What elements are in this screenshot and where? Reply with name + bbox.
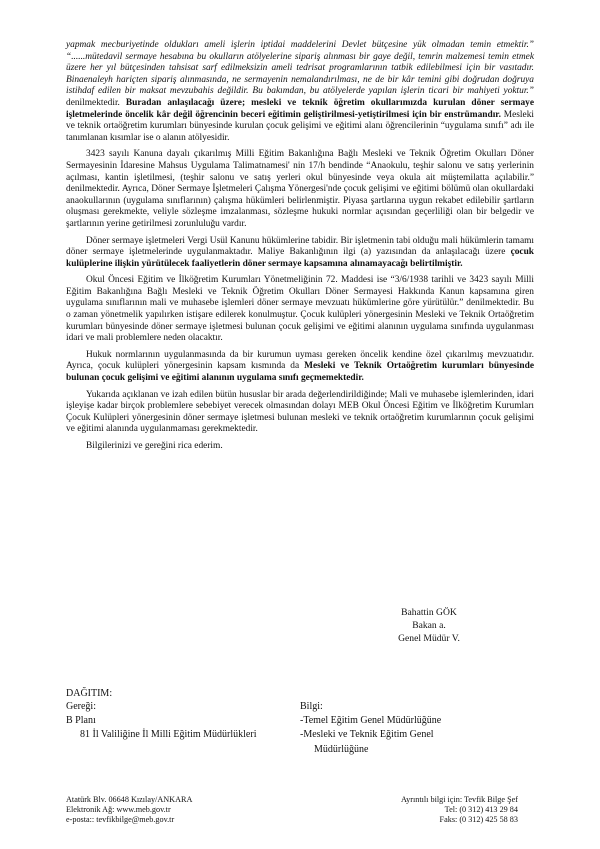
footer-web: Elektronik Ağ: www.meb.gov.tr — [66, 805, 171, 815]
footer-fax: Faks: (0 312) 425 58 83 — [439, 815, 518, 825]
paragraph-5 — [66, 350, 534, 385]
letter-body — [66, 40, 534, 458]
footer-street: Atatürk Blv. 06648 Kızılay/ANKARA — [66, 795, 193, 804]
bilgi-label: Bilgi: — [300, 701, 323, 712]
footer-address — [66, 795, 192, 826]
footer-phone: Tel: (0 312) 413 29 84 — [444, 805, 518, 815]
signatory-name: Bahattin GÖK — [401, 607, 457, 618]
signatory-authority: Bakan a. — [412, 620, 446, 631]
emphasis-text: Buradan anlaşılacağı üzere; mesleki ve teknik öğretim okullarımızda kurulan döner sermaye işletmelerinde öncelik kâr değil öğrencinin beceri eğitimin geliştirilmesi-yetiştirilmesi için bir enstrümandır. — [66, 97, 534, 120]
emphasis-text: çocuk kulüplerine ilişkin yürütülecek faaliyetlerin döner sermaye kapsamına alınamayacağı belirtilmiştir. — [66, 247, 534, 269]
signatory-title: Genel Müdür V. — [398, 633, 460, 644]
gereg-label: Gereği: — [66, 701, 96, 712]
paragraph-text: Hukuk normlarının uygulanmasında da bir kurumun uyması gereken öncelik kendine özel çıkarılmış mevzuatıdır. Ayrıca, çocuk kulüpleri yönergesinin kapsam kısmında da — [66, 349, 534, 372]
footer-email: e-posta:: tevfikbilge@meb.gov.tr — [66, 815, 175, 825]
footer-contact-person: Ayrıntılı bilgi için: Tevfik Bilge Şef — [400, 795, 518, 804]
footer-contact — [360, 795, 518, 826]
distribution-title: DAĞITIM: — [66, 688, 113, 699]
quoted-text: yapmak mecburiyetinde oldukları ameli işlerin iptidai maddelerini Devlet bütçesine yük olmadan temin etmektir.” “......mütedavil sermaye hesabına bu okulların atölyelerine sipariş alınması bir gaye değil, temrin malzemesi temin etmek üzere her yıl bütçesinden tahsisat sarf edilmeksizin ameli tedrisat programlarının tatbik edilebilmesi için bir vasıtadır. Binaenaleyh hariçten sipariş alınmasında, ne sermayenin nemalandırılması, ne de bir kâr temini gibi doğrudan doğruya istihdaf edilen bir maksat mevzubahis değildir. Bu bakımdan, bu atölyelerde yapılan işlerin ticari bir mahiyeti yoktur.” — [66, 40, 534, 97]
gereg-item: B Planı — [66, 715, 96, 727]
distribution-bilgi — [300, 700, 441, 757]
paragraph-text: Mesleki ve teknik ortaöğretim kurumları bünyesinde kurulan çocuk gelişimi ve eğitimi alanı öğrencilerinin “uygulama sınıfı” adı ile tanımlanan kısımlar ise o alanın atölyesidir. — [66, 109, 534, 143]
gereg-item: 81 İl Valiliğine İl Milli Eğitim Müdürlükleri — [80, 729, 257, 741]
paragraph-3 — [66, 236, 534, 271]
closing-line: Bilgilerinizi ve gereğini rica ederim. — [86, 441, 223, 451]
paragraph-1 — [66, 40, 534, 144]
signature-block — [374, 606, 484, 645]
distribution-gereg — [66, 700, 256, 743]
paragraph-6: Yukarıda açıklanan ve izah edilen bütün hususlar bir arada değerlendirildiğinde; Mali ve muhasebe işlemlerinden, idari işleyişe kadar birçok problemlere sebebiyet verecek olmasından dolayı MEB Okul Öncesi Eğitim ve İlköğretim Kurumları Çocuk Kulüpleri yönergesinin döner sermaye işletmesi bulunan mesleki ve teknik ortaöğretim kurumlarının çocuk gelişimi ve eğitimi alanında uygulanmaması gerekmektedir. — [66, 389, 534, 435]
paragraph-2: 3423 sayılı Kanuna dayalı çıkarılmış Milli Eğitim Bakanlığına Bağlı Mesleki ve Teknik Öğretim Okulları Döner Sermayesinin İdaresine Mahsus Uygulama Talimatnamesi' nin 17/h bendinde “Anaokulu, teşhir salonu ve satış yerlerinin açılması, kantin işletilmesi, (teşhir salonu ve satış yerleri okul bünyesinde veya okula ait müştemilatta açılabilir.” denilmektedir. Ayrıca, Döner Sermaye İşletmeleri Çalışma Yönergesi'nde çocuk gelişimi ve eğitimi bölümü olan okullardaki anaokullarının (uygulama sınıflarının) çalışma hükümleri belirlenmiştir. Piyasa şartlarına uygun rekabet edilebilir şartların oluşması gerekmekte, veliyle sözleşme imzalanması, sözleşme hukuki normlar açısından geçerliliği olan bir belgedir ve şartlarının yerine getirilmesi zorunluluğu vardır. — [66, 149, 534, 229]
paragraph-4: Okul Öncesi Eğitim ve İlköğretim Kurumları Yönetmeliğinin 72. Maddesi ise “3/6/1938 tarihli ve 3423 sayılı Milli Eğitim Bakanlığına Bağlı Mesleki ve Teknik Öğretim Okulları Döner Sermayesi Hakkında Kanun kapsamına giren uygulama sınıflarının mali ve muhasebe işlemleri döner sermaye mevzuatı hükümlerine göre yürütülür.” denilmektedir. Bu o zaman yönetmelik yapılırken istişare edilerek konulmuştur. Çocuk kulüpleri yönergesinin Mesleki ve Teknik Ortaöğretim kurumları bünyesinde döner sermaye işletmesi bulunan çocuk gelişimi ve eğitimi alanının uygulama sınıfında uygulanması idari ve mali problemlere neden olacaktır. — [66, 275, 534, 344]
bilgi-item: -Temel Eğitim Genel Müdürlüğüne — [300, 715, 442, 727]
paragraph-text: denilmektedir. — [66, 97, 126, 108]
bilgi-item: Müdürlüğüne — [314, 743, 369, 755]
bilgi-item: -Mesleki ve Teknik Eğitim Genel — [300, 729, 434, 741]
paragraph-text: Döner sermaye işletmeleri Vergi Usül Kanunu hükümlerine tabidir. Bir işletmenin tabi olduğu mali hükümlerin tamamı döner sermaye işletmelerinde uygulanmaktadır. Maliye Bakanlığının ilgi (a) yazısından da anlaşılacağı üzere — [66, 235, 534, 258]
emphasis-text: Mesleki ve Teknik Ortaöğretim kurumları bünyesinde bulunan çocuk gelişimi ve eğitimi alanının uygulama sınıfı geçmemektedir. — [66, 361, 534, 384]
